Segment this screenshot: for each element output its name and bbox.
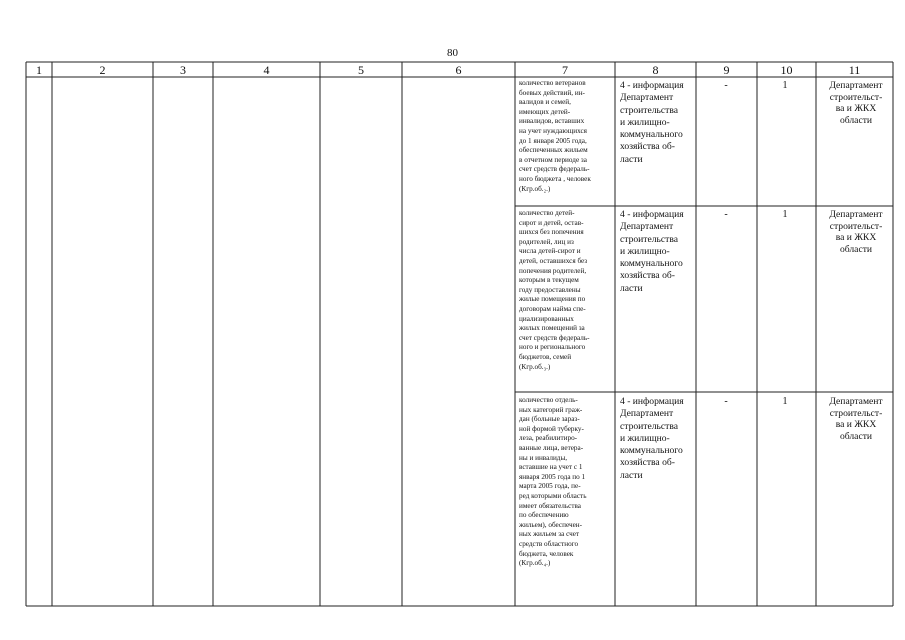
row-1-data-source: 4 - информация Департамент строительства и жилищно- коммунального хозяйства об- ласти — [620, 80, 684, 165]
row-3-data-source: 4 - информация Департамент строительства и жилищно- коммунального хозяйства об- ласти — [620, 396, 684, 481]
column-header-7: 7 — [562, 63, 568, 77]
row-1-responsible: Департамент строительст- ва и ЖКХ области — [829, 80, 883, 126]
column-header-5: 5 — [358, 63, 364, 77]
row-3-responsible: Департамент строительст- ва и ЖКХ области — [829, 396, 883, 442]
row-1-col9-value: - — [724, 80, 728, 91]
row-3-col9-value: - — [724, 396, 728, 407]
row-2-col9-value: - — [724, 209, 728, 220]
column-header-11: 11 — [848, 63, 861, 77]
column-header-1: 1 — [36, 63, 42, 77]
column-header-9: 9 — [723, 63, 730, 77]
column-header-3: 3 — [180, 63, 186, 77]
column-header-4: 4 — [263, 63, 270, 77]
row-2-indicator-text: количество детей- сирот и детей, остав- шихся без попечения родителей, лиц из числа детей-сирот и детей, оставшихся без попечения родителей, которым в текущем году предоставлены жилые помещения по договорам найма спе- циализированных жилых помещений за счет средств федераль- ного и регионального бюджетов, семей (Кгр.об.₃.) — [519, 209, 590, 371]
row-2-data-source: 4 - информация Департамент строительства и жилищно- коммунального хозяйства об- ласти — [620, 209, 684, 294]
column-header-8: 8 — [652, 63, 659, 77]
row-2-responsible: Департамент строительст- ва и ЖКХ области — [829, 209, 883, 255]
page-number: 80 — [447, 47, 458, 59]
row-3-col10-value: 1 — [782, 396, 788, 407]
row-1-col10-value: 1 — [782, 80, 788, 91]
column-header-10: 10 — [780, 63, 793, 77]
row-2-col10-value: 1 — [782, 209, 788, 220]
row-3-indicator-text: количество отдель- ных категорий граж- дан (больные зараз- ной формой туберку- леза, реабилитиро- ванные лица, ветера- ны и инвалиды, вставшие на учет с 1 января 2005 года по 1 марта 2005 года, пе- ред которыми область имеет обязательства по обеспечению жильем), обеспечен- ных жильем за счет средств областного бюджета, человек (Кгр.об.₄.) — [519, 396, 587, 568]
row-1-indicator-text: количество ветеранов боевых действий, ин- валидов и семей, имеющих детей- инвалидов, вставших на учет нуждающихся до 1 января 2005 года, обеспеченных жильем в отчетном периоде за счет средств федераль- ного бюджета , человек (Кгр.об.₂.) — [519, 79, 591, 193]
column-header-2: 2 — [99, 63, 106, 77]
column-header-6: 6 — [455, 63, 462, 77]
